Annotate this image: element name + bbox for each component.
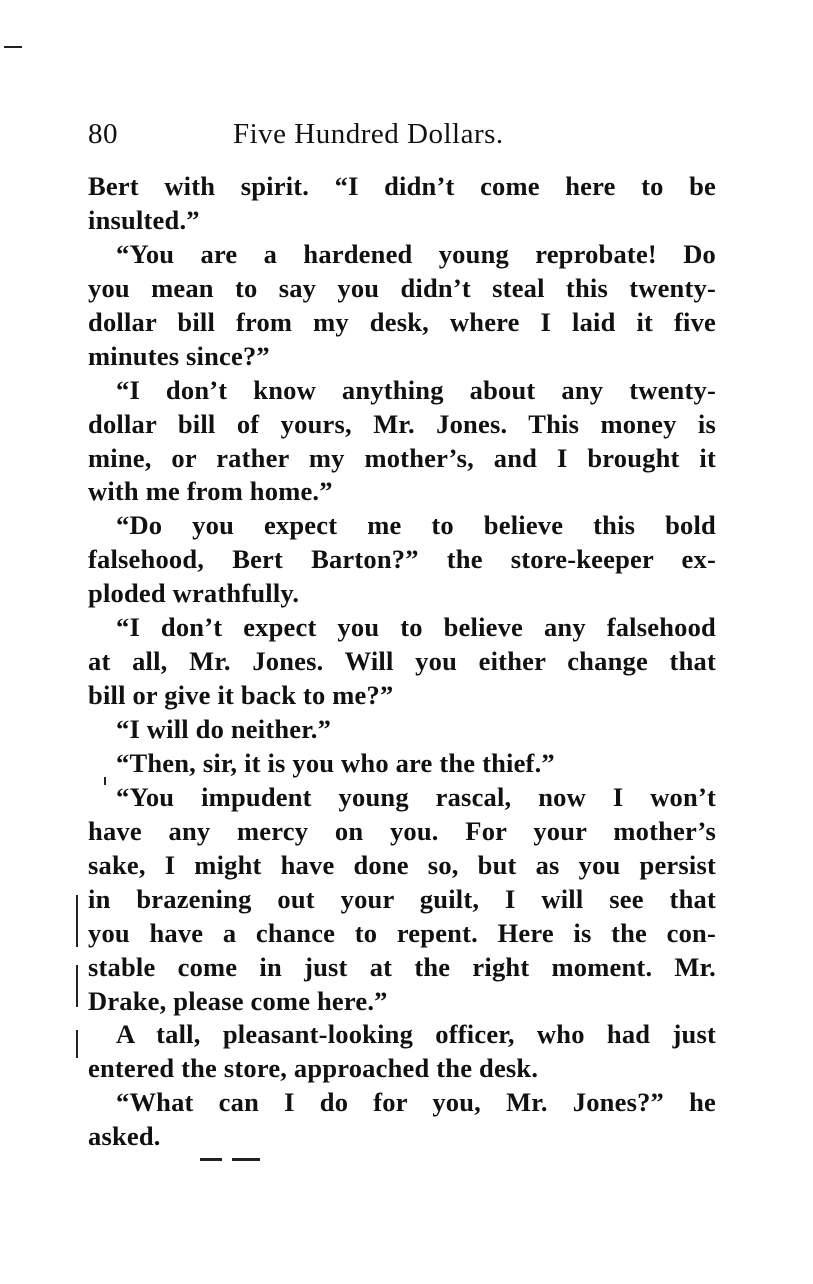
text-line: minutes since?” [88,340,270,371]
margin-bracket [76,895,78,947]
text-line: asked. [88,1121,161,1152]
text-line: sake, I might have done so, but as you persist [88,849,716,880]
text-line: at all, Mr. Jones. Will you either change that [88,646,716,677]
text-line: entered the store, approached the desk. [88,1053,539,1084]
text-line: insulted.” [88,204,200,235]
text-line: falsehood, Bert Barton?” the store-keeper ex- [88,544,716,575]
text-line: “You impudent young rascal, now I won’t [116,781,716,812]
text-line: dollar bill from my desk, where I laid it five [88,306,716,337]
text-line: “I will do neither.” [116,714,332,744]
text-line: Drake, please come here.” [88,985,388,1016]
margin-bracket [76,965,78,1007]
text-line: “Do you expect me to believe this bold [116,510,716,541]
text-line: “I don’t know anything about any twenty- [116,374,716,405]
page-header [88,118,718,158]
text-line: have any mercy on you. For your mother’s [88,815,716,846]
text-line: “I don’t expect you to believe any falsehood [116,612,716,643]
text-line: you mean to say you didn’t steal this twenty- [88,272,716,303]
text-line: bill or give it back to me?” [88,680,394,711]
text-line: “Then, sir, it is you who are the thief.” [116,747,555,778]
text-line: ploded wrathfully. [88,578,300,609]
text-line: mine, or rather my mother’s, and I brought it [88,442,716,473]
scan-speck [232,1158,260,1161]
text-line: A tall, pleasant-looking officer, who had just [116,1019,716,1050]
text-line: in brazening out your guilt, I will see that [88,883,716,914]
text-line: stable come in just at the right moment. Mr. [88,951,716,982]
text-line: “You are a hardened young reprobate! Do [116,238,716,269]
margin-bracket [76,1030,78,1058]
page-number: 80 [88,118,118,150]
text-line: dollar bill of yours, Mr. Jones. This money is [88,408,716,439]
body-text [88,170,716,1154]
scan-speck [4,46,22,48]
scan-speck [200,1158,222,1161]
text-line: with me from home.” [88,476,333,507]
text-line: you have a chance to repent. Here is the con- [88,917,716,948]
running-title: Five Hundred Dollars. [233,118,504,150]
scan-mark [104,777,106,785]
text-line: “What can I do for you, Mr. Jones?” he [116,1087,716,1118]
text-line: Bert with spirit. “I didn’t come here to be [88,171,716,201]
